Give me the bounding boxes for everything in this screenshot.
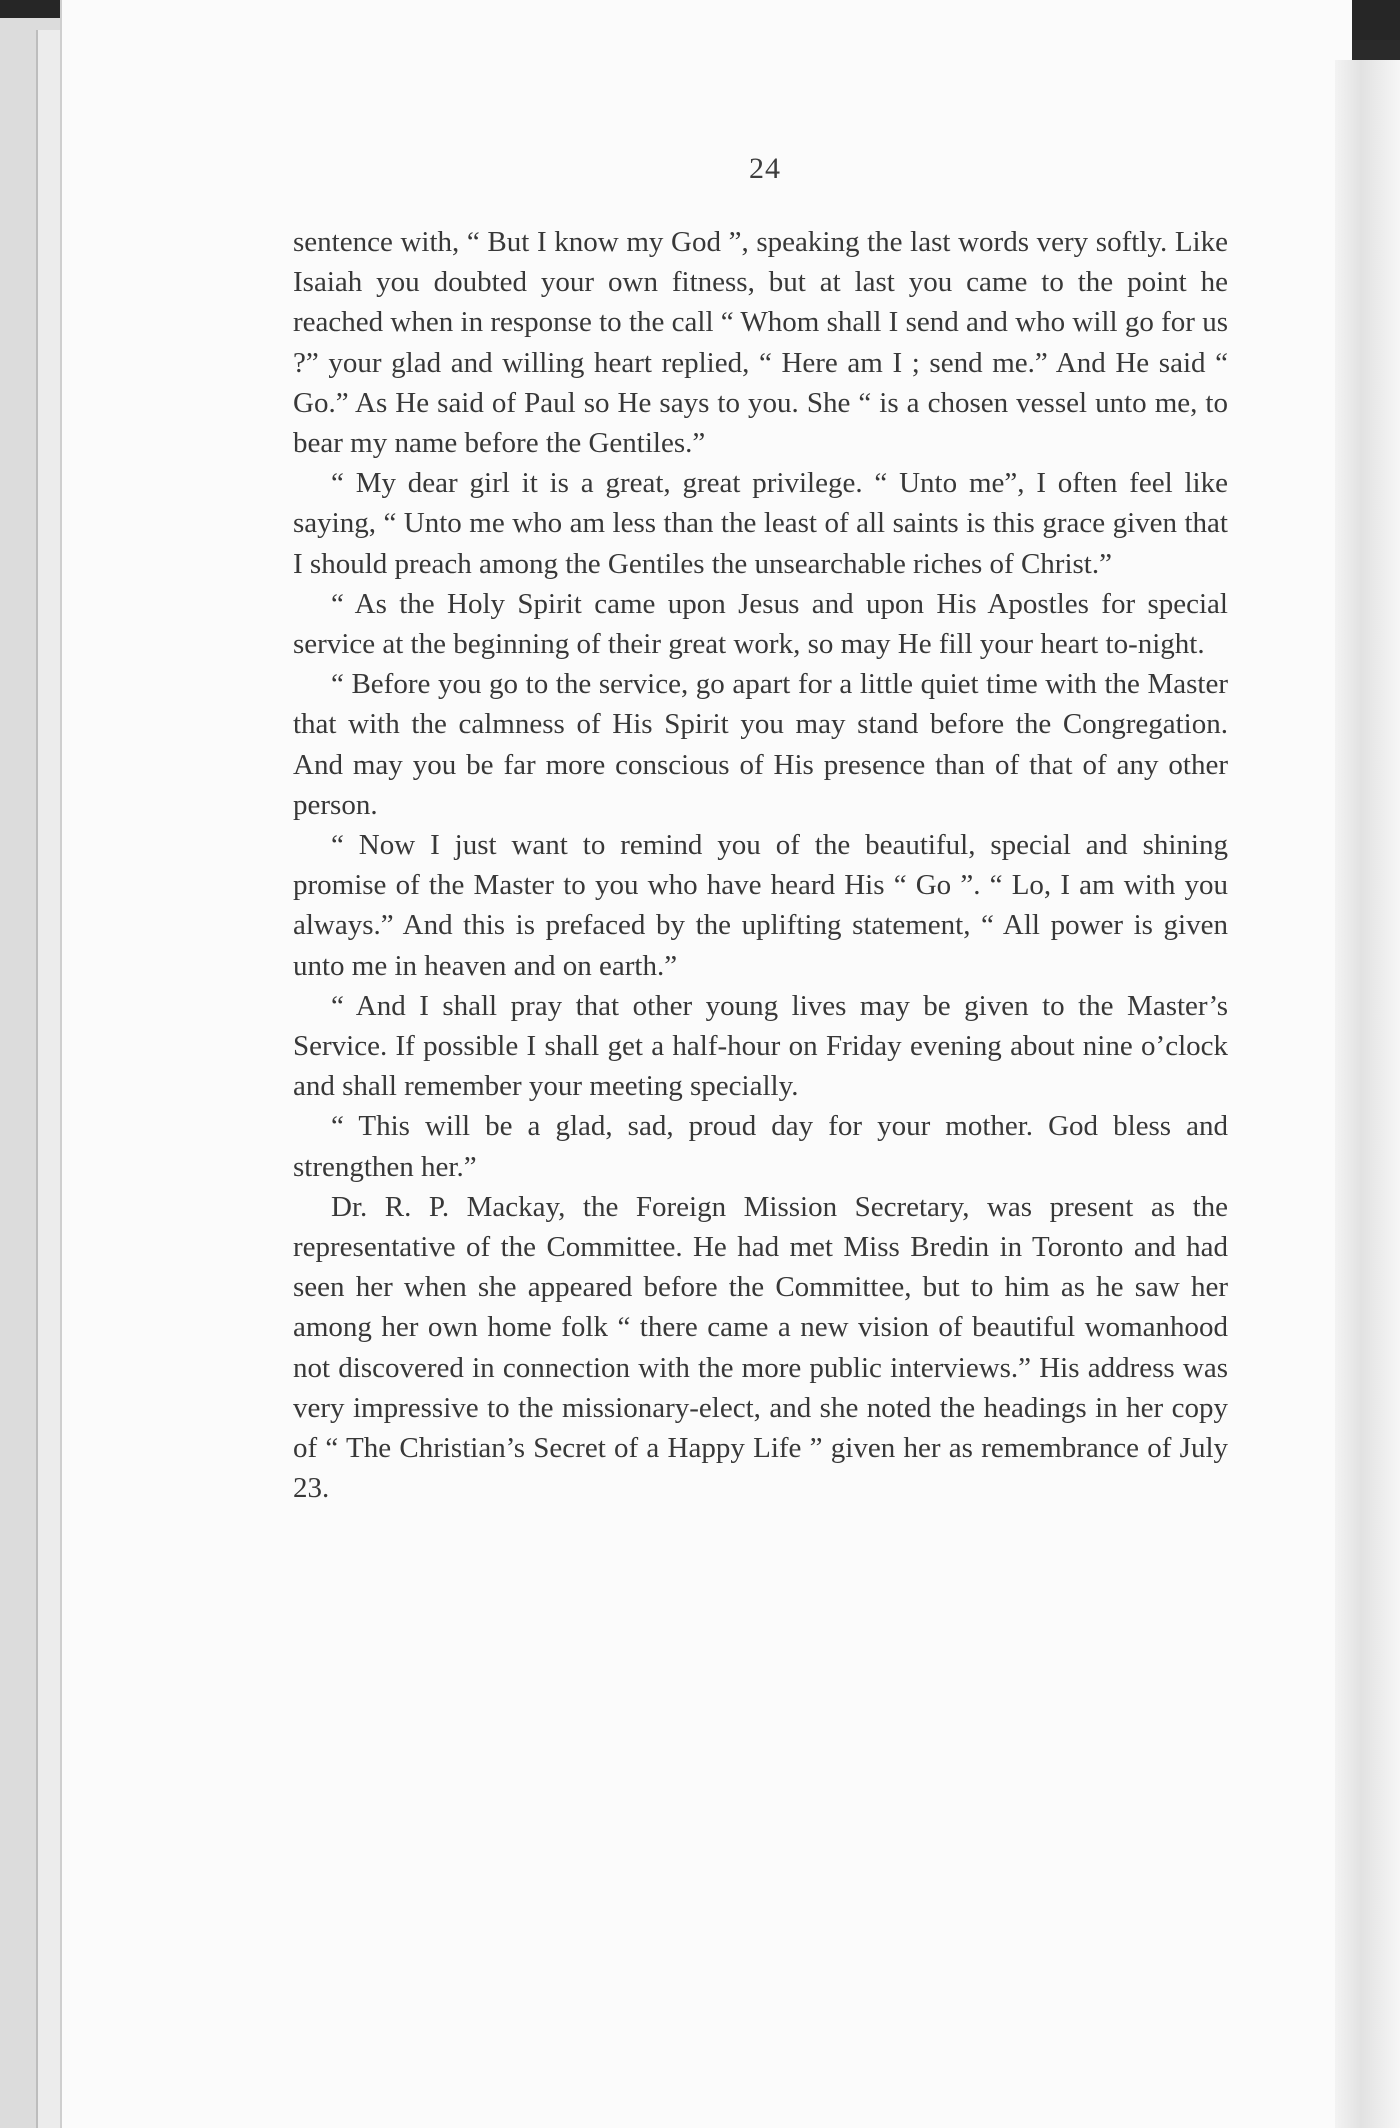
page-number: 24 <box>749 152 781 185</box>
paragraph: “ As the Holy Spirit came upon Jesus and upon His Apostles for special service at the beginning of their great work, so may He fill your heart to-night. <box>293 587 1228 661</box>
body-text <box>293 222 1228 1509</box>
paragraph: “ And I shall pray that other young lives may be given to the Master’s Service. If possible I shall get a half-hour on Friday evening about nine o’clock and shall remember your meeting specially. <box>293 989 1228 1103</box>
paragraph-continued: sentence with, “ But I know my God ”, speaking the last words very softly. Like Isaiah you doubted your own fitness, but at last you came to the point he reached when in response to the call “ Whom shall I send and who will go for us ?” your glad and willing heart replied, “ Here am I ; send me.” And He said “ Go.” As He said of Paul so He says to you. She “ is a chosen vessel unto me, to bear my name before the Gentiles.” <box>293 226 1228 460</box>
paragraph: Dr. R. P. Mackay, the Foreign Mission Secretary, was present as the representative of the Committee. He had met Miss Bredin in Toronto and had seen her when she appeared before the Committee, but to him as he saw her among her own home folk “ there came a new vision of beautiful womanhood not discovered in connection with the more public interviews.” His address was very impressive to the missionary-elect, and she noted the headings in her copy of “ The Christian’s Secret of a Happy Life ” given her as remembrance of July 23. <box>293 1190 1228 1505</box>
paragraph: “ This will be a glad, sad, proud day for your mother. God bless and strengthen her.” <box>293 1110 1228 1183</box>
paragraph: “ Now I just want to remind you of the beautiful, special and shining promise of the Master to you who have heard His “ Go ”. “ Lo, I am with you always.” And this is prefaced by the uplifting statement, “ All power is given unto me in heaven and on earth.” <box>293 829 1228 982</box>
paragraph: “ My dear girl it is a great, great privilege. “ Unto me”, I often feel like saying, “ Unto me who am less than the least of all saints is this grace given that I should preach among the Gentiles the unsearchable riches of Christ.” <box>293 467 1228 580</box>
paragraph: “ Before you go to the service, go apart for a little quiet time with the Master that with the calmness of His Spirit you may stand before the Congregation. And may you be far more conscious of His presence than of that of any other person. <box>293 668 1228 821</box>
page-curl-shadow <box>1335 60 1400 2128</box>
